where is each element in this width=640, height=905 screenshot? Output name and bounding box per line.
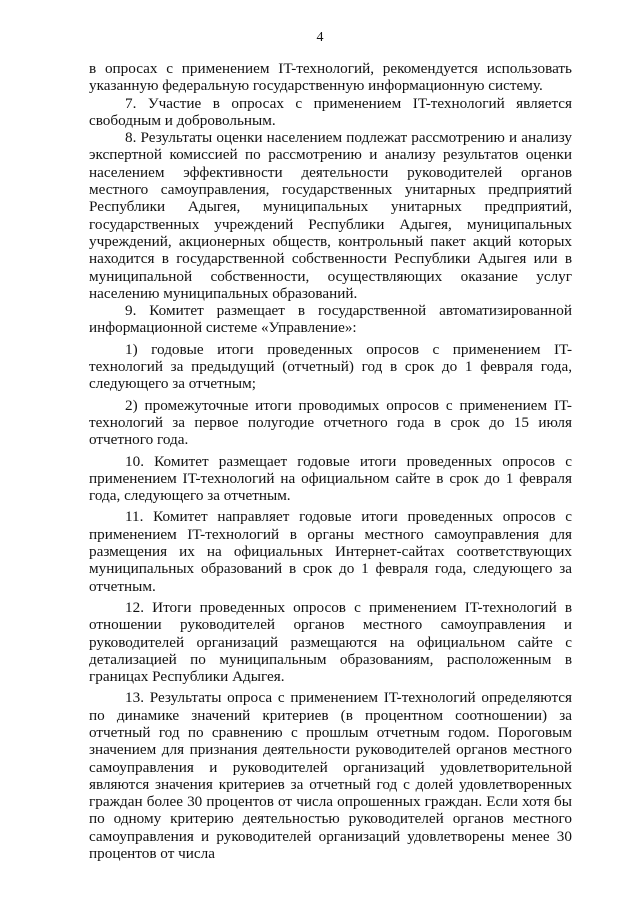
paragraph-12: 12. Итоги проведенных опросов с применением IT-технологий в отношении руководителей органов местного самоуправления и руководителей организаций размещаются на официальном сайте с детализацией по муниципальным образованиям, расположенным в границах Республики Адыгея. [89, 598, 572, 686]
page-number: 4 [316, 30, 324, 45]
paragraph-11: 11. Комитет направляет годовые итоги проведенных опросов с применением IT-технологий в органы местного самоуправления для размещения их на официальных Интернет-сайтах соответствующих муниципальных образований в срок до 1 февраля года, следующего за отчетным. [89, 508, 572, 595]
paragraph-continuation: в опросах с применением IT-технологий, рекомендуется использовать указанную федеральную государственную информационную систему. [89, 60, 572, 95]
list-item-2: 2) промежуточные итоги проводимых опросов с применением IT-технологий за первое полугодие отчетного года в срок до 15 июля отчетного года. [89, 396, 572, 449]
paragraph-13: 13. Результаты опроса с применением IT-технологий определяются по динамике значений критериев (в процентном соотношении) за отчетный год по сравнению с прошлым отчетным годом. Пороговым значением для признания деятельности руководителей органов местного самоуправления и руководителей организаций удовлетворительной являются значения критериев за отчетный год с долей удовлетворенных граждан более 30 процентов от числа опрошенных граждан. Если хотя бы по одному критерию деятельностью руководителей органов местного самоуправления и руководителей организаций удовлетворены менее 30 процентов от числа [89, 689, 572, 863]
paragraph-7: 7. Участие в опросах с применением IT-технологий является свободным и добровольным. [89, 94, 572, 129]
paragraph-8: 8. Результаты оценки населением подлежат рассмотрению и анализу экспертной комиссией по рассмотрению и анализу результатов оценки населением эффективности деятельности руководителей органов местного самоуправления, государственных унитарных предприятий Республики Адыгея, муниципальных унитарных предприятий, государственных учреждений Республики Адыгея, муниципальных учреждений, акционерных обществ, контрольный пакет акций которых находится в государственной собственности Республики Адыгея или в муниципальной собственности, осуществляющих оказание услуг населению муниципальных образований. [89, 129, 572, 302]
paragraph-9: 9. Комитет размещает в государственной автоматизированной информационной системе «Управление»: [89, 302, 572, 337]
paragraph-10: 10. Комитет размещает годовые итоги проведенных опросов с применением IT-технологий на официальном сайте в срок до 1 февраля года, следующего за отчетным. [89, 452, 572, 505]
document-body [89, 60, 572, 862]
list-item-1: 1) годовые итоги проведенных опросов с применением IT-технологий за предыдущий (отчетный) год в срок до 1 февраля года, следующего за отчетным; [89, 340, 572, 393]
